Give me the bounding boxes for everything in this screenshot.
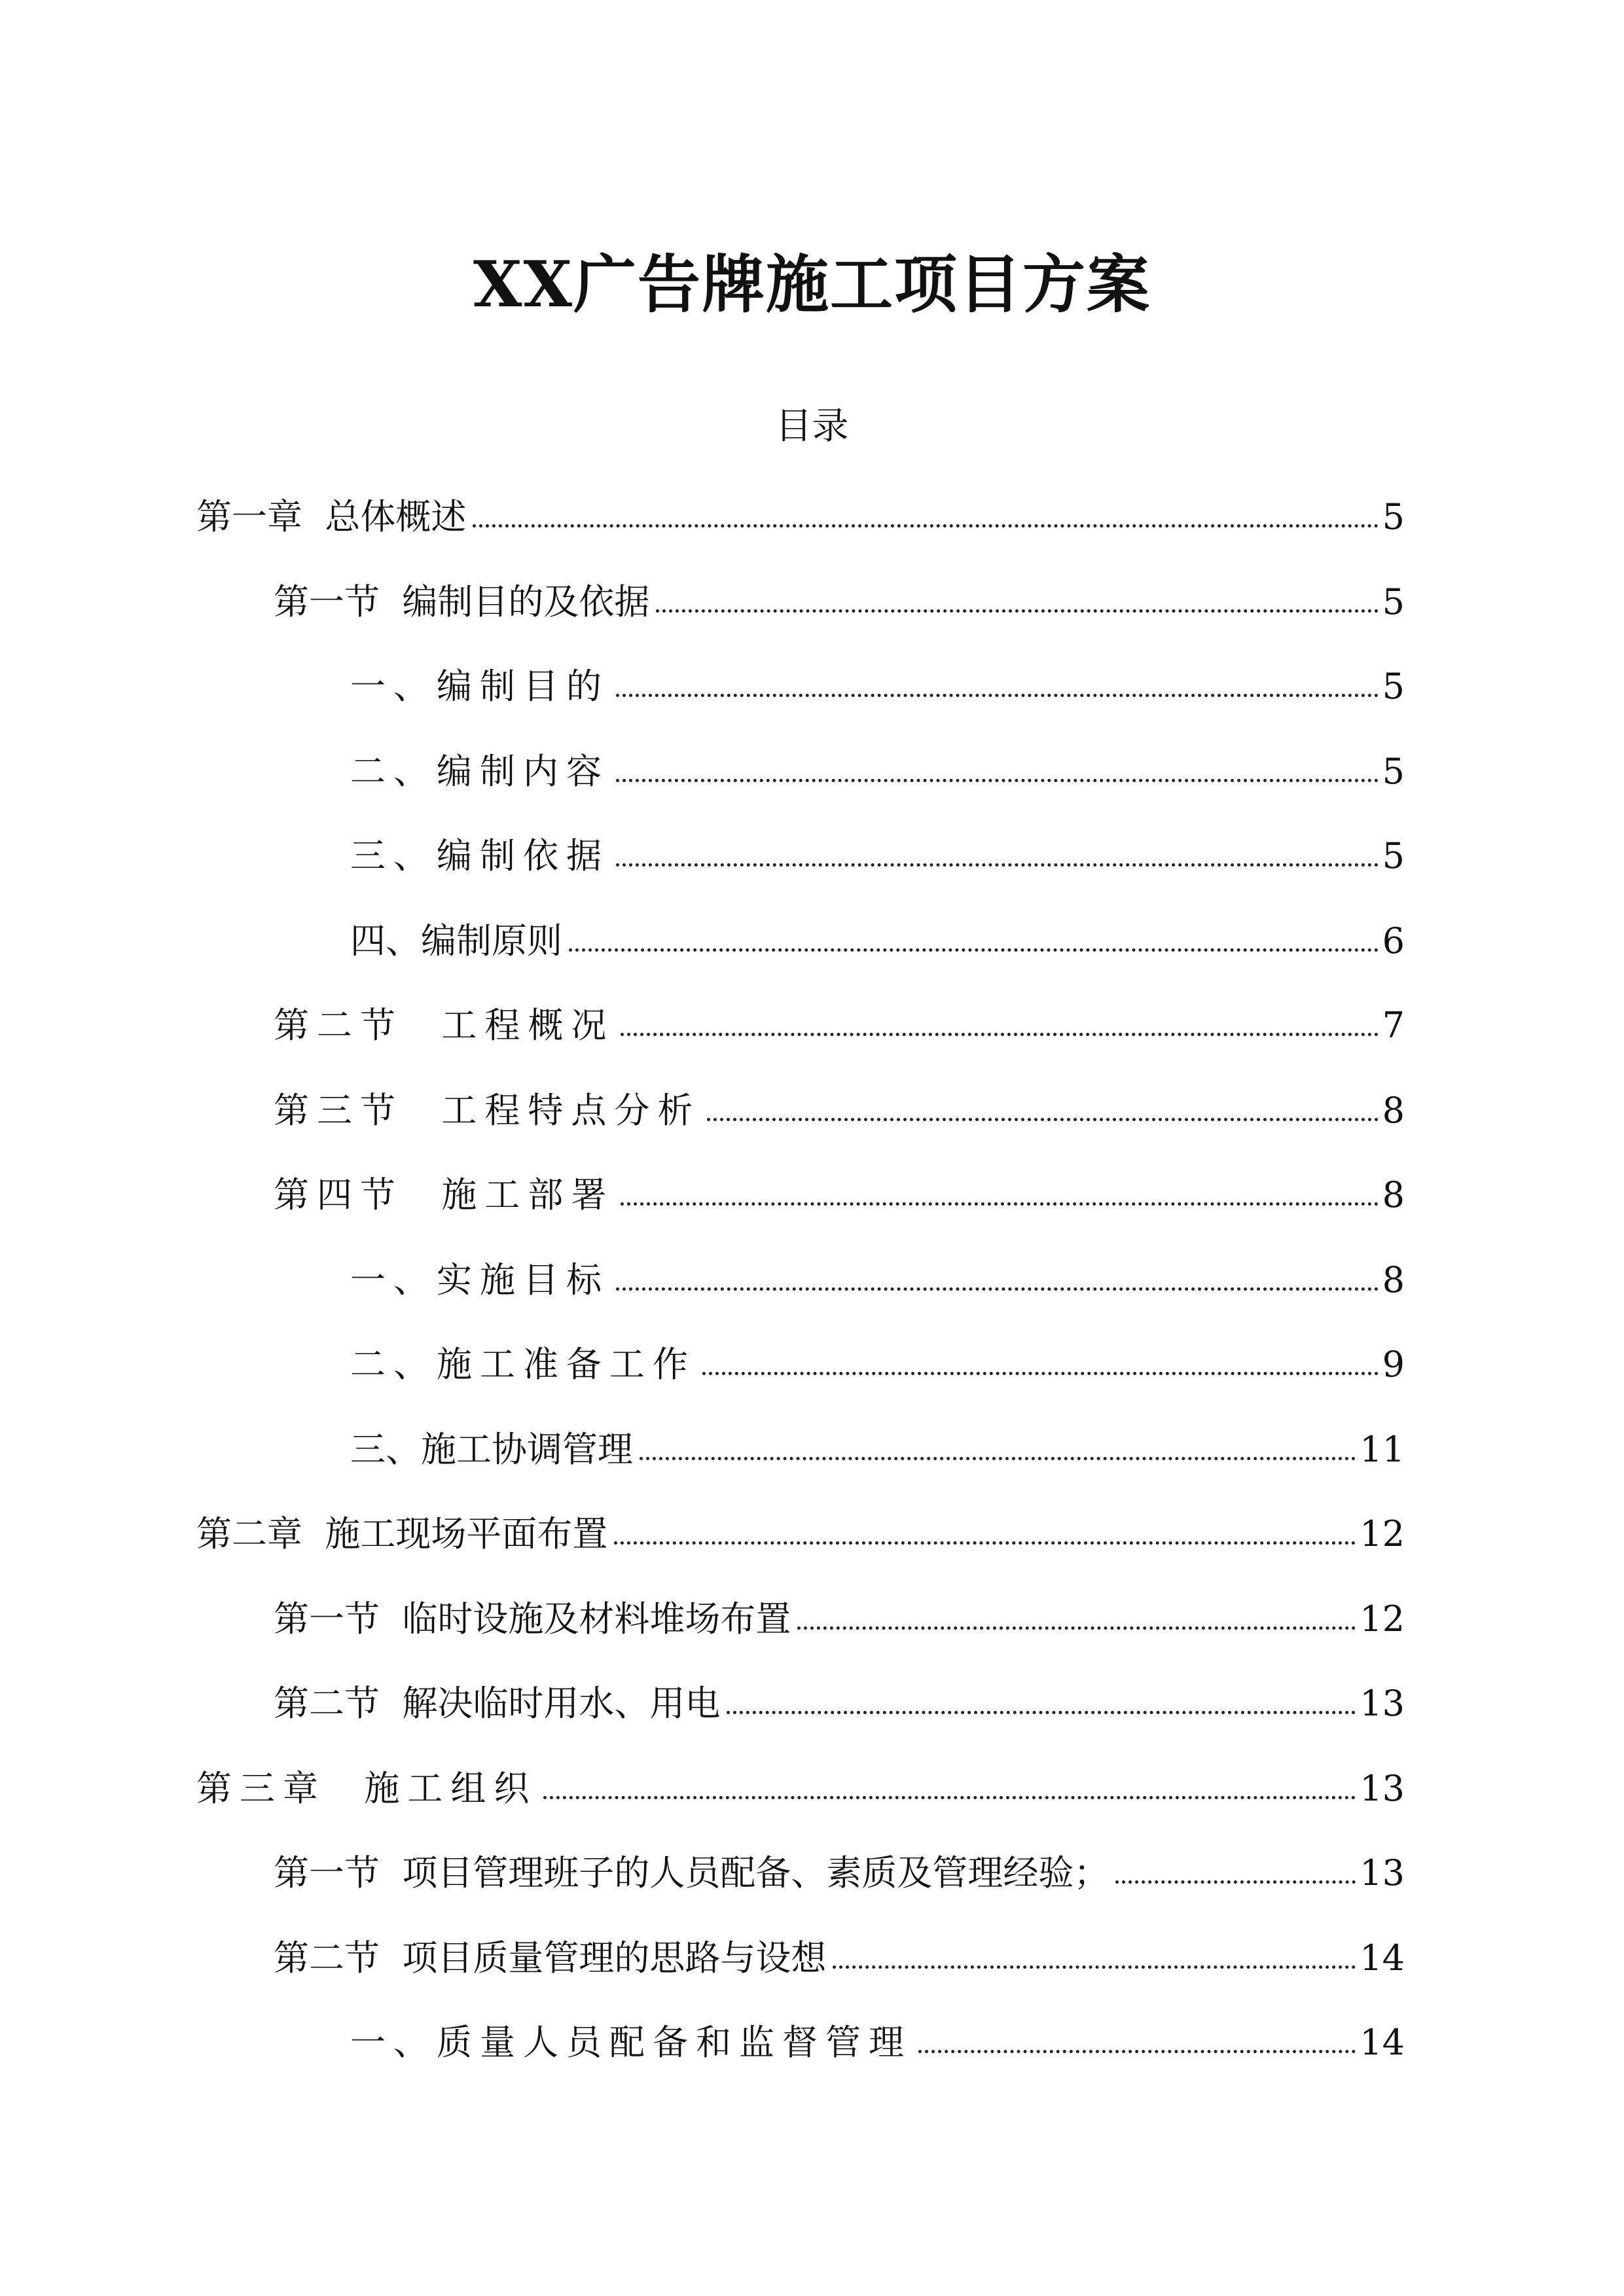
toc-entry-label: 第二章 施工现场平面布置 xyxy=(196,1513,608,1554)
toc-entry-label: 四、编制原则 xyxy=(350,920,562,961)
toc-entry[interactable] xyxy=(274,996,1405,1055)
toc-entry[interactable] xyxy=(350,827,1405,886)
toc-entry[interactable] xyxy=(350,1420,1405,1479)
toc-dot-leader xyxy=(833,1930,1356,1969)
toc-page-number: 14 xyxy=(1360,2022,1405,2063)
toc-page-number: 6 xyxy=(1382,920,1405,961)
toc-entry[interactable] xyxy=(274,1674,1405,1733)
toc-dot-leader xyxy=(918,2015,1356,2053)
toc-entry[interactable] xyxy=(274,1081,1405,1140)
toc-entry[interactable] xyxy=(196,1759,1405,1818)
document-title: XX广告牌施工项目方案 xyxy=(473,247,1151,321)
toc-entry[interactable] xyxy=(350,1251,1405,1310)
toc-dot-leader xyxy=(616,658,1379,697)
toc-entry[interactable] xyxy=(274,1166,1405,1225)
toc-entry-label: 一、实施目标 xyxy=(350,1259,609,1300)
toc-page-number: 9 xyxy=(1382,1344,1405,1385)
toc-entry-label: 第二节 解决临时用水、用电 xyxy=(274,1683,721,1724)
toc-entry-label: 第四节 施工部署 xyxy=(274,1174,615,1215)
toc-page-number: 11 xyxy=(1360,1428,1405,1470)
toc-dot-leader xyxy=(640,1422,1356,1460)
toc-entry-label: 一、质量人员配备和监督管理 xyxy=(350,2022,912,2063)
toc-page-number: 12 xyxy=(1360,1513,1405,1554)
toc-entry[interactable] xyxy=(350,1335,1405,1394)
toc-page-number: 5 xyxy=(1382,666,1405,707)
toc-dot-leader xyxy=(702,1336,1379,1375)
toc-entry-label: 第一节 临时设施及材料堆场布置 xyxy=(274,1598,791,1640)
toc-entry-label: 一、编制目的 xyxy=(350,666,609,707)
toc-dot-leader xyxy=(1115,1845,1356,1884)
toc-dot-leader xyxy=(707,1083,1378,1121)
toc-dot-leader xyxy=(616,828,1379,867)
toc-entry[interactable] xyxy=(350,657,1405,716)
toc-dot-leader xyxy=(569,913,1379,952)
toc-entry-label: 三、编制依据 xyxy=(350,835,609,876)
toc-page-number: 8 xyxy=(1382,1174,1405,1215)
toc-entry-label: 第一节 编制目的及依据 xyxy=(274,581,650,622)
toc-dot-leader xyxy=(616,744,1379,782)
toc-entry-label: 第二节 项目质量管理的思路与设想 xyxy=(274,1937,827,1979)
toc-entry[interactable] xyxy=(274,573,1405,632)
toc-page-number: 5 xyxy=(1382,496,1405,537)
toc-entry[interactable] xyxy=(196,1505,1405,1564)
toc-dot-leader xyxy=(473,489,1378,528)
toc-page-number: 5 xyxy=(1382,581,1405,622)
toc-dot-leader xyxy=(797,1591,1356,1630)
toc-dot-leader xyxy=(614,1506,1356,1545)
toc-page-number: 13 xyxy=(1360,1852,1405,1893)
toc-entry[interactable] xyxy=(350,912,1405,971)
toc-entry-label: 三、施工协调管理 xyxy=(350,1428,633,1470)
toc-entry-label: 第三节 工程特点分析 xyxy=(274,1089,701,1131)
toc-entry-label: 第一章 总体概述 xyxy=(196,496,467,537)
toc-entry[interactable] xyxy=(350,742,1405,801)
toc-entry[interactable] xyxy=(196,488,1405,547)
toc-entry-label: 第一节 项目管理班子的人员配备、素质及管理经验； xyxy=(274,1852,1110,1893)
toc-page-number: 8 xyxy=(1382,1259,1405,1300)
toc-dot-leader xyxy=(621,997,1378,1036)
toc-dot-leader xyxy=(616,1252,1379,1291)
toc-page-number: 13 xyxy=(1360,1683,1405,1724)
toc-entry-label: 第三章 施工组织 xyxy=(196,1767,537,1809)
toc-entry-label: 第二节 工程概况 xyxy=(274,1005,615,1046)
toc-page-number: 13 xyxy=(1360,1767,1405,1809)
toc-page-number: 7 xyxy=(1382,1005,1405,1046)
toc-page-number: 12 xyxy=(1360,1598,1405,1640)
toc-page-number: 8 xyxy=(1382,1089,1405,1131)
toc-entry[interactable] xyxy=(274,1590,1405,1649)
toc-entry[interactable] xyxy=(274,1929,1405,1988)
toc-dot-leader xyxy=(656,574,1378,613)
toc-entry-label: 二、编制内容 xyxy=(350,750,609,792)
toc-page-number: 14 xyxy=(1360,1937,1405,1979)
toc-entry-label: 二、施工准备工作 xyxy=(350,1344,696,1385)
toc-page-number: 5 xyxy=(1382,835,1405,876)
toc-entry[interactable] xyxy=(350,2013,1405,2072)
toc-dot-leader xyxy=(621,1167,1378,1206)
toc-page-number: 5 xyxy=(1382,750,1405,792)
toc-dot-leader xyxy=(543,1761,1356,1799)
toc-heading: 目录 xyxy=(775,405,849,448)
toc-dot-leader xyxy=(727,1676,1356,1714)
toc-entry[interactable] xyxy=(274,1844,1405,1903)
